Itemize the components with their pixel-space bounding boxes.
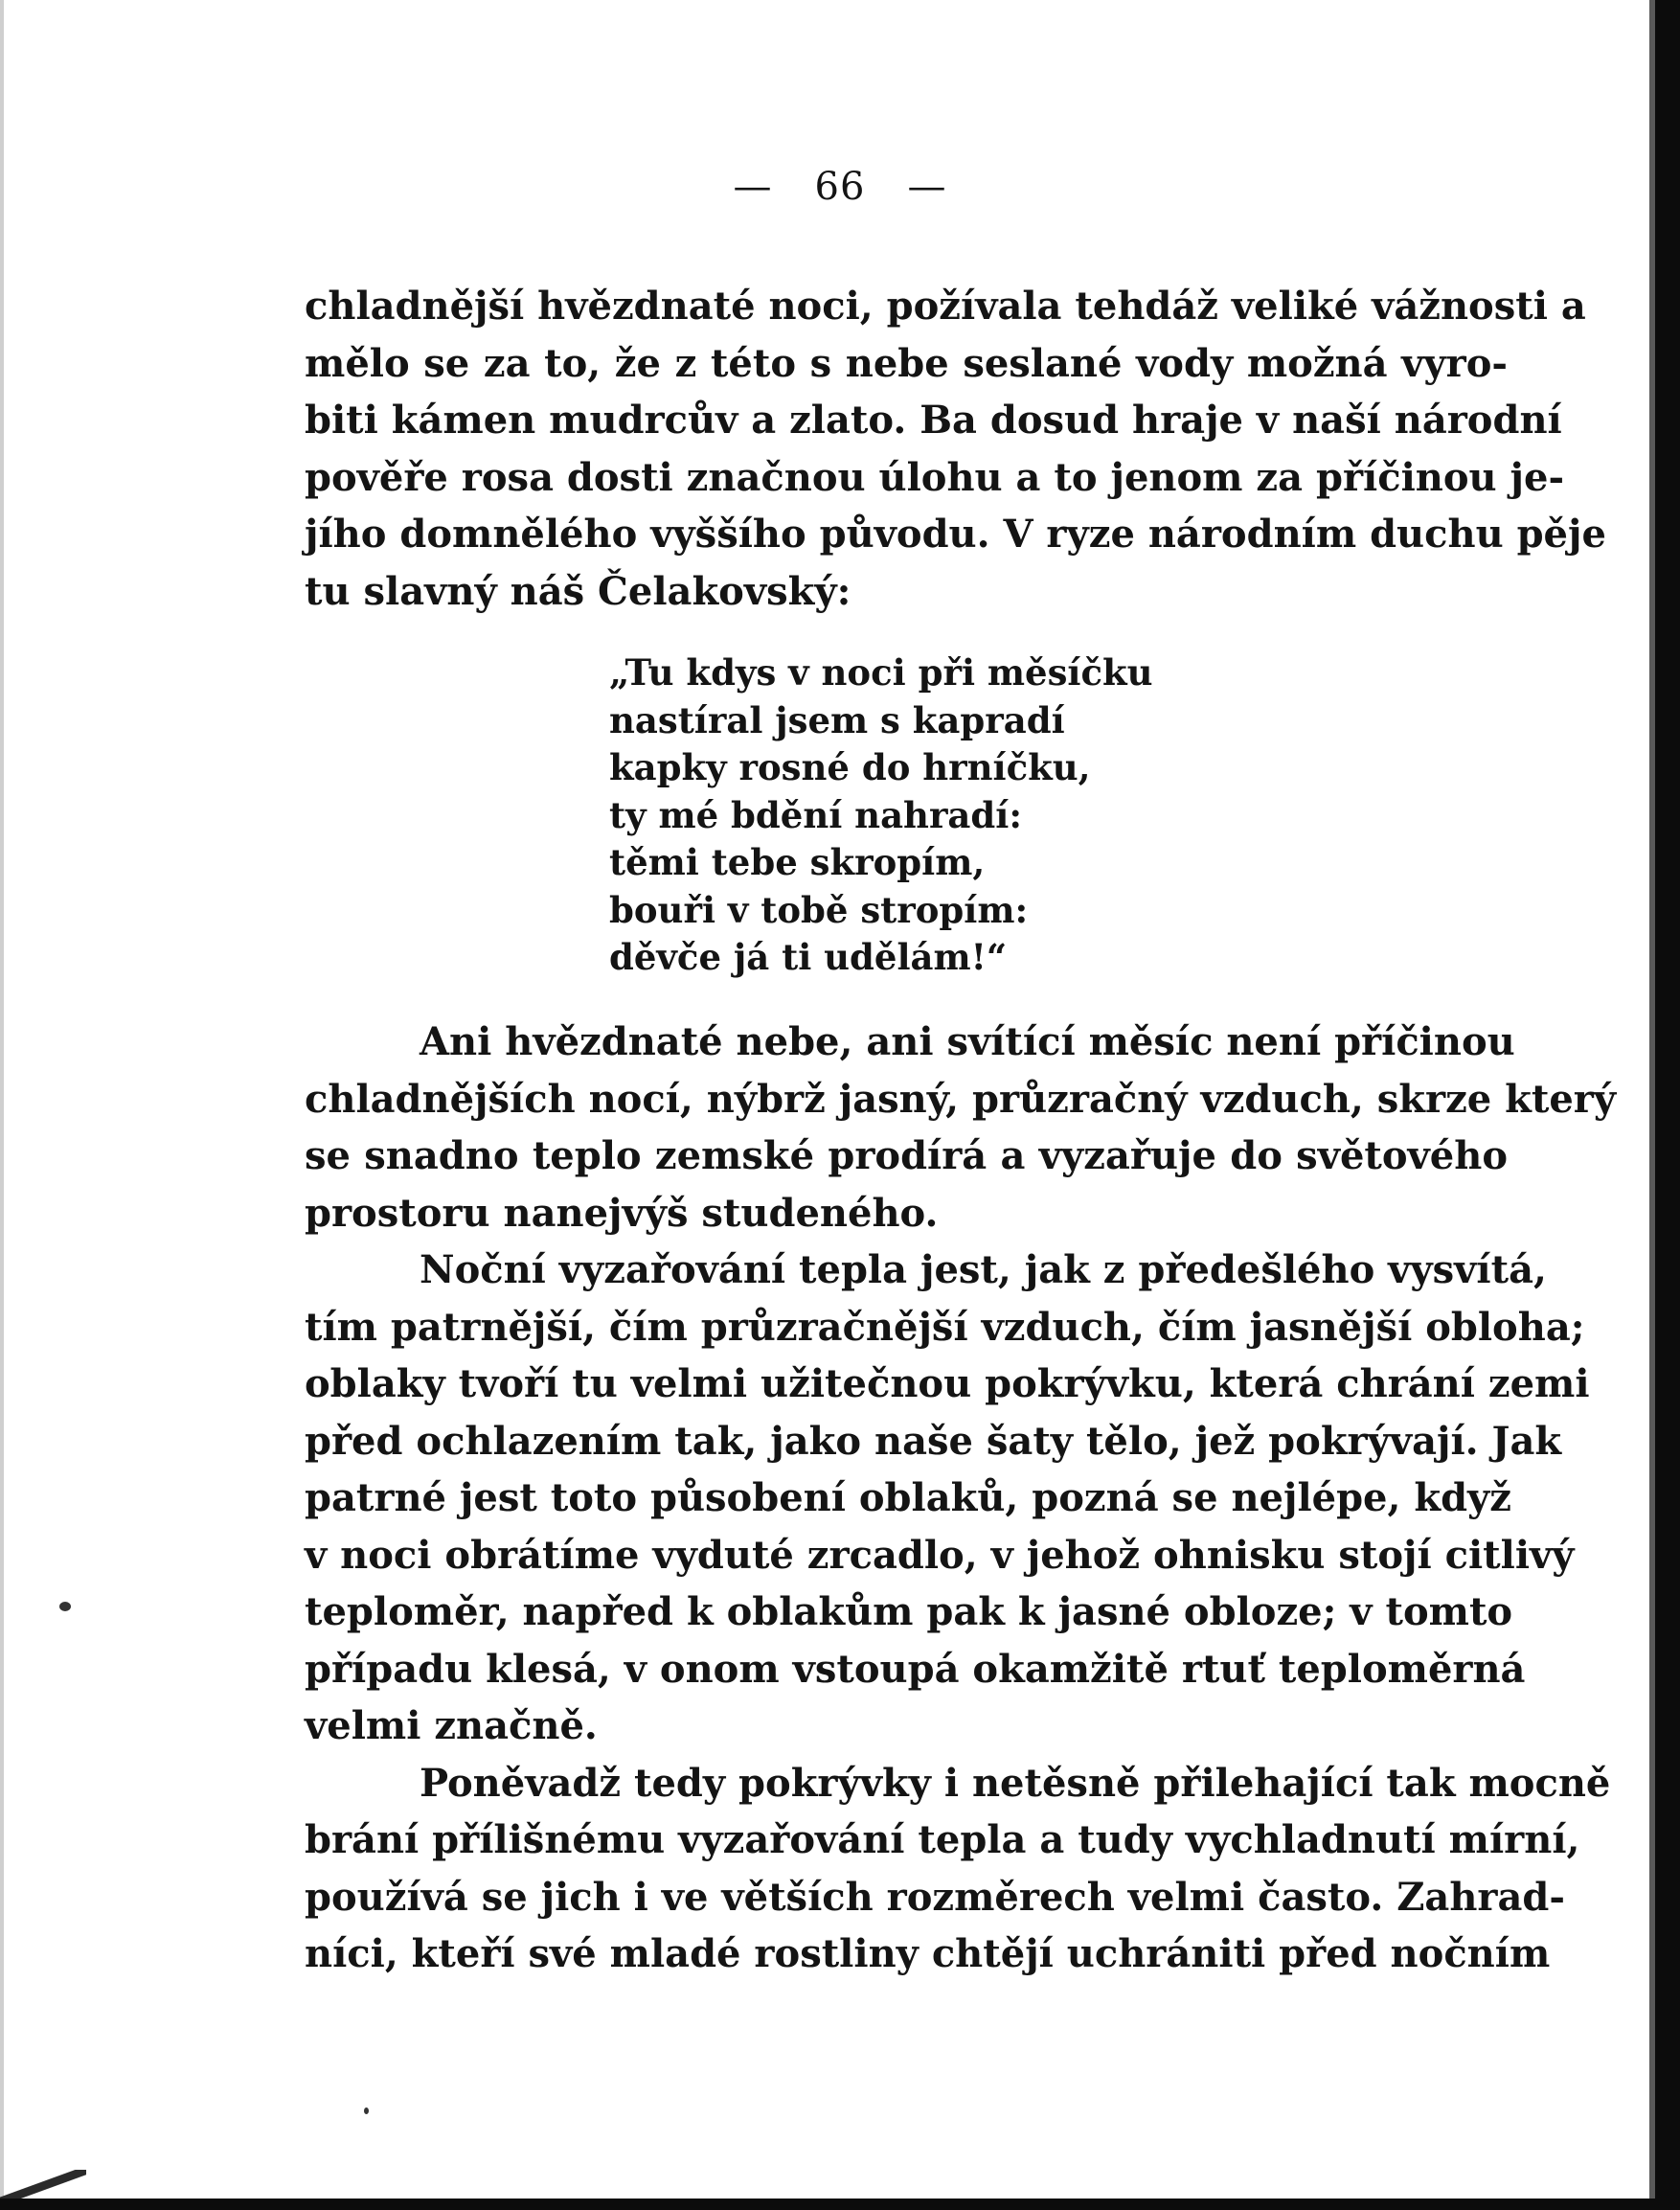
paragraph-4	[305, 1755, 1611, 1983]
poem-line: těmi tebe skropím,	[609, 841, 986, 883]
main-text	[305, 1014, 1617, 1983]
poem-line: bouři v tobě stropím:	[609, 888, 1029, 931]
text-line: v noci obrátíme vyduté zrcadlo, v jehož ohnisku stojí citlivý	[305, 1532, 1575, 1578]
text-line: biti kámen mudrcův a zlato. Ba dosud hraje v naší národní	[305, 398, 1562, 443]
text-line: brání přílišnému vyzařování tepla a tudy vychladnutí mírní,	[305, 1817, 1580, 1862]
poem-line: ty mé bdění nahradí:	[609, 793, 1022, 836]
poem-line: nastíral jsem s kapradí	[609, 698, 1065, 741]
page-left-edge	[0, 0, 4, 2210]
page-corner-shadow	[0, 2170, 86, 2199]
text-line: Poněvadž tedy pokrývky i netěsně přilehající tak mocně	[420, 1760, 1611, 1806]
text-line: tu slavný náš Čelakovský:	[305, 568, 851, 614]
text-line: chladnější hvězdnaté noci, požívala tehdáž veliké vážnosti a	[305, 284, 1586, 329]
page-number-dash-left: —	[733, 165, 773, 209]
poem-line: kapky rosné do hrníčku,	[609, 746, 1091, 788]
text-line: tím patrnější, čím průzračnější vzduch, čím jasnější obloha;	[305, 1304, 1585, 1350]
text-line: Noční vyzařování tepla jest, jak z předešlého vysvítá,	[420, 1247, 1547, 1292]
text-line: případu klesá, v onom vstoupá okamžitě rtuť teploměrná	[305, 1646, 1526, 1692]
poem-line: „Tu kdys v noci při měsíčku	[609, 651, 1153, 694]
poem-line: děvče já ti udělám!“	[609, 936, 1008, 978]
text-line: pověře rosa dosti značnou úlohu a to jenom za příčinou je-	[305, 454, 1565, 500]
text-line: oblaky tvoří tu velmi užitečnou pokrývku, která chrání zemi	[305, 1361, 1590, 1406]
text-line: prostoru nanejvýš studeného.	[305, 1190, 939, 1236]
paragraph-1	[305, 278, 1606, 620]
text-line: se snadno teplo zemské prodírá a vyzařuje do světového	[305, 1133, 1508, 1178]
page-number-value: 66	[814, 165, 866, 209]
paragraph-2	[305, 1014, 1617, 1242]
page-number-dash-right: —	[907, 165, 947, 209]
text-line: jího domnělého vyššího původu. V ryze národním duchu pěje	[305, 512, 1606, 557]
text-line: teploměr, napřed k oblakům pak k jasné obloze; v tomto	[305, 1589, 1513, 1634]
text-line: velmi značně.	[305, 1703, 598, 1748]
page-bottom-edge	[0, 2199, 1680, 2210]
ink-speck	[364, 2107, 369, 2114]
text-line: používá se jich i ve větších rozměrech velmi často. Zahrad-	[305, 1874, 1565, 1920]
text-line: Ani hvězdnaté nebe, ani svítící měsíc není příčinou	[420, 1019, 1515, 1064]
text-line: níci, kteří své mladé rostliny chtějí uchrániti před nočním	[305, 1931, 1551, 1976]
page-number	[0, 165, 1680, 209]
text-line: před ochlazením tak, jako naše šaty tělo, jež pokrývají. Jak	[305, 1418, 1562, 1464]
ink-speck	[59, 1602, 71, 1611]
page-right-edge	[1655, 0, 1680, 2210]
poem-quote	[609, 649, 1153, 982]
text-line: chladnějších nocí, nýbrž jasný, průzračný vzduch, skrze který	[305, 1076, 1617, 1122]
paragraph-3	[305, 1242, 1590, 1755]
text-line: patrné jest toto působení oblaků, pozná se nejlépe, když	[305, 1475, 1511, 1520]
text-line: mělo se za to, že z této s nebe seslané vody možná vyro-	[305, 340, 1508, 386]
